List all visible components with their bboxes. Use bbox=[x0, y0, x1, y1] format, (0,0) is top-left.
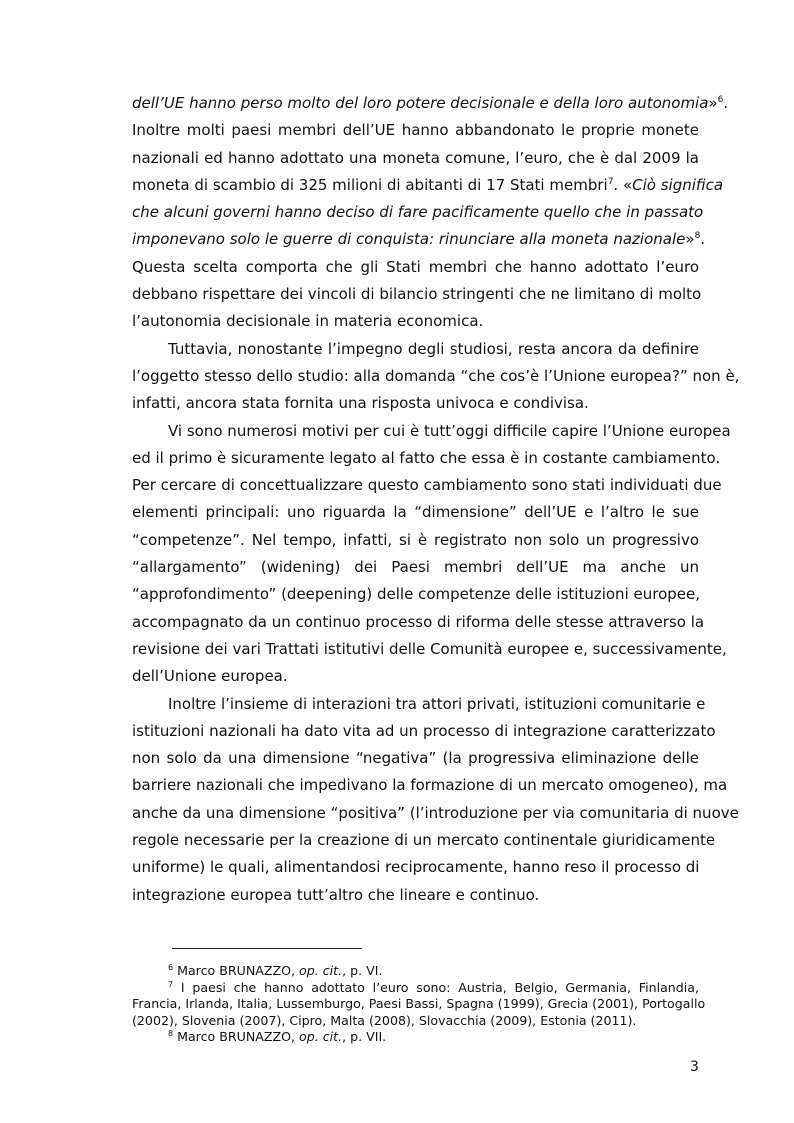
footnote-ref: 6 bbox=[168, 962, 174, 972]
text-run: . bbox=[700, 230, 706, 249]
footnote bbox=[132, 979, 706, 1030]
footnote-separator bbox=[172, 948, 362, 949]
text-line bbox=[132, 90, 729, 117]
text-run: Vi sono numerosi motivi per cui è tutt’oggi difficile capire l’Unione europea bbox=[168, 421, 731, 440]
text-line bbox=[132, 663, 699, 690]
footnote bbox=[132, 963, 699, 980]
text-run: accompagnato da un continuo processo di riforma delle stesse attraverso la bbox=[132, 612, 705, 631]
text-line bbox=[132, 336, 699, 363]
text-line bbox=[132, 145, 699, 172]
text-line bbox=[132, 636, 727, 663]
text-run: Francia, Irlanda, Italia, Lussemburgo, Paesi Bassi, Spagna (1999), Grecia (2001), Portogallo bbox=[132, 996, 706, 1011]
footnote-ref: 7 bbox=[168, 979, 174, 989]
text-run: dell’Unione europea. bbox=[132, 667, 288, 686]
text-line bbox=[132, 980, 699, 997]
text-run: debbano rispettare dei vincoli di bilancio stringenti che ne limitano di molto bbox=[132, 285, 702, 304]
text-run: uniforme) le quali, alimentandosi reciprocamente, hanno reso il processo di bbox=[132, 858, 700, 877]
text-run: » bbox=[708, 94, 718, 112]
text-line bbox=[132, 418, 731, 445]
text-line bbox=[132, 499, 699, 526]
text-run: elementi principali: uno riguarda la “dimensione” dell’UE e l’altro le sue bbox=[132, 503, 699, 522]
body-text bbox=[132, 90, 740, 909]
text-line bbox=[132, 718, 716, 745]
text-run: istituzioni nazionali ha dato vita ad un processo di integrazione caratterizzato bbox=[132, 721, 716, 740]
text-run: . « bbox=[613, 175, 633, 194]
text-line bbox=[132, 854, 699, 881]
text-run: nazionali ed hanno adottato una moneta comune, l’euro, che è dal 2009 la bbox=[132, 148, 699, 167]
text-run: ed il primo è sicuramente legato al fatto che essa è in costante cambiamento. bbox=[132, 448, 721, 467]
text-run: dell’UE hanno perso molto del loro potere decisionale e della loro autonomia bbox=[132, 94, 709, 112]
text-line bbox=[132, 581, 699, 608]
text-run: Ciò significa bbox=[632, 175, 724, 194]
text-run: » bbox=[685, 230, 695, 249]
footnote-ref: 8 bbox=[694, 231, 701, 242]
text-line bbox=[132, 882, 699, 909]
text-run: non solo da una dimensione “negativa” (la progressiva eliminazione delle bbox=[132, 749, 699, 768]
text-run: “competenze”. Nel tempo, infatti, si è registrato non solo un progressivo bbox=[132, 530, 699, 549]
text-run: infatti, ancora stata fornita una risposta univoca e condivisa. bbox=[132, 394, 589, 413]
text-line bbox=[132, 554, 699, 581]
text-line bbox=[132, 963, 699, 980]
text-run: l’oggetto stesso dello studio: alla domanda “che cos’è l’Unione europea?” non è, bbox=[132, 366, 740, 385]
footnote bbox=[132, 1029, 699, 1046]
text-run: moneta di scambio di 325 milioni di abitanti di 17 Stati membri bbox=[132, 175, 608, 194]
footnote-ref: 8 bbox=[168, 1028, 174, 1038]
text-line bbox=[132, 390, 699, 417]
text-line bbox=[132, 1013, 699, 1030]
text-run: Inoltre molti paesi membri dell’UE hanno abbandonato le proprie monete bbox=[132, 121, 699, 140]
text-run: Marco BRUNAZZO, bbox=[173, 1029, 300, 1044]
text-line bbox=[132, 254, 699, 281]
text-line bbox=[132, 226, 706, 253]
text-run: barriere nazionali che impedivano la formazione di un mercato omogeneo), ma bbox=[132, 776, 728, 795]
text-line bbox=[132, 172, 724, 199]
text-run: regole necessarie per la creazione di un mercato continentale giuridicamente bbox=[132, 831, 716, 850]
text-line bbox=[132, 308, 699, 335]
text-line bbox=[132, 363, 740, 390]
text-run: l’autonomia decisionale in materia economica. bbox=[132, 312, 484, 331]
text-run: che alcuni governi hanno deciso di fare pacificamente quello che in passato bbox=[132, 203, 704, 222]
text-line bbox=[132, 609, 705, 636]
page-number: 3 bbox=[690, 1059, 699, 1075]
text-run: I paesi che hanno adottato l’euro sono: Austria, Belgio, Germania, Finlandia, bbox=[173, 979, 699, 995]
text-run: integrazione europea tutt’altro che lineare e continuo. bbox=[132, 885, 540, 904]
text-run: op. cit. bbox=[299, 963, 343, 978]
text-line bbox=[132, 472, 722, 499]
text-line bbox=[132, 691, 706, 718]
text-line bbox=[132, 199, 704, 226]
footnote-ref: 6 bbox=[717, 95, 724, 105]
text-run: Per cercare di concettualizzare questo cambiamento sono stati individuati due bbox=[132, 476, 722, 495]
text-line bbox=[132, 445, 721, 472]
text-line bbox=[132, 827, 716, 854]
text-line bbox=[132, 745, 699, 772]
text-run: . bbox=[723, 94, 729, 112]
text-run: anche da una dimensione “positiva” (l’introduzione per via comunitaria di nuove bbox=[132, 803, 739, 822]
text-line bbox=[132, 772, 728, 799]
text-line bbox=[132, 527, 699, 554]
text-run: Tuttavia, nonostante l’impegno degli studiosi, resta ancora da definire bbox=[168, 339, 699, 358]
text-run: Questa scelta comporta che gli Stati membri che hanno adottato l’euro bbox=[132, 257, 699, 276]
text-run: , p. VI. bbox=[342, 963, 383, 978]
text-line bbox=[132, 117, 699, 144]
text-run: “allargamento” (widening) dei Paesi membri dell’UE ma anche un bbox=[132, 558, 699, 577]
text-run: Inoltre l’insieme di interazioni tra attori privati, istituzioni comunitarie e bbox=[168, 694, 706, 713]
text-line bbox=[132, 800, 739, 827]
text-run: op. cit. bbox=[299, 1029, 343, 1044]
text-run: Marco BRUNAZZO, bbox=[173, 963, 300, 978]
footnote-ref: 7 bbox=[607, 176, 614, 187]
text-run: “approfondimento” (deepening) delle competenze delle istituzioni europee, bbox=[132, 585, 701, 604]
text-line bbox=[132, 1029, 699, 1046]
text-line bbox=[132, 281, 702, 308]
text-run: , p. VII. bbox=[342, 1029, 387, 1044]
footnotes bbox=[132, 962, 706, 1046]
text-line bbox=[132, 996, 706, 1013]
text-run: (2002), Slovenia (2007), Cipro, Malta (2008), Slovacchia (2009), Estonia (2011). bbox=[132, 1012, 637, 1028]
text-run: revisione dei vari Trattati istitutivi delle Comunità europee e, successivamente, bbox=[132, 639, 727, 658]
text-run: imponevano solo le guerre di conquista: rinunciare alla moneta nazionale bbox=[132, 230, 686, 249]
